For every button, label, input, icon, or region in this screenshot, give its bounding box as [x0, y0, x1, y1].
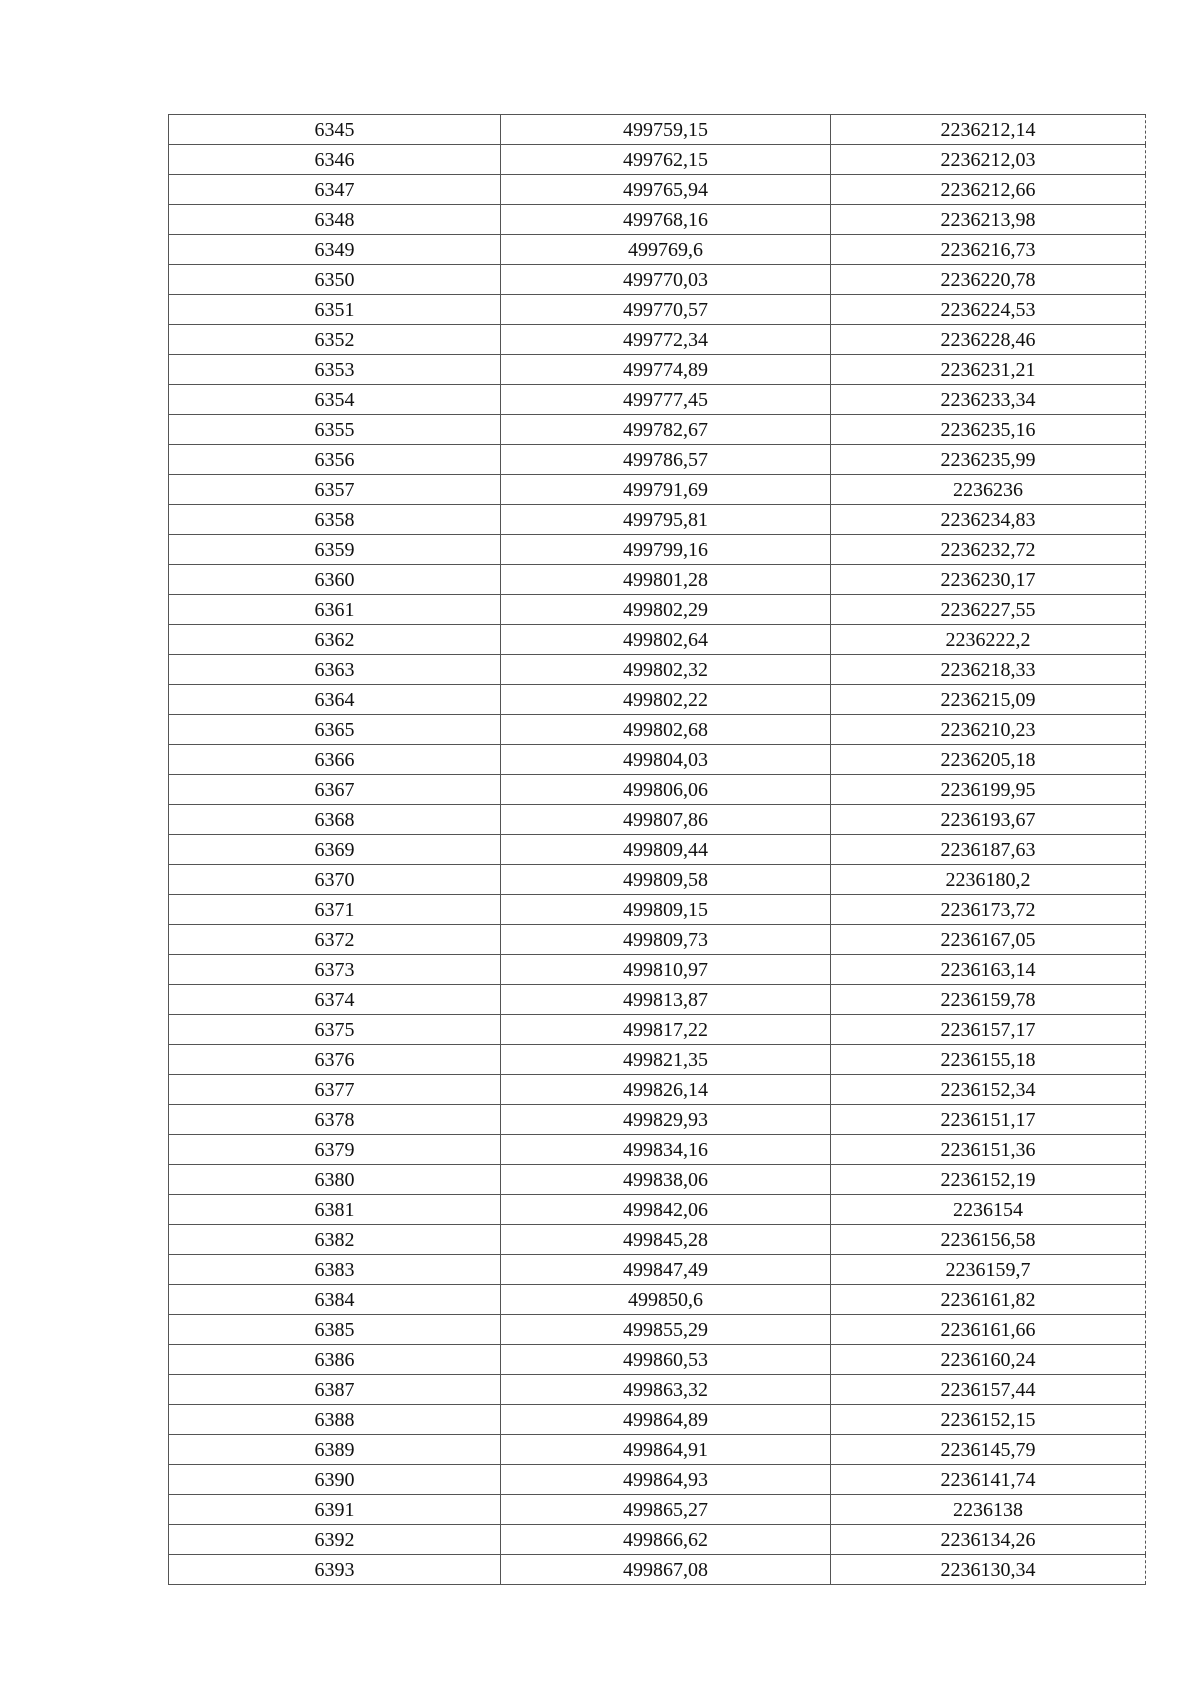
x-coordinate-cell: 499782,67 [501, 415, 831, 445]
point-number-cell: 6391 [169, 1495, 501, 1525]
point-number-cell: 6345 [169, 115, 501, 145]
point-number-cell: 6366 [169, 745, 501, 775]
table-row [169, 1525, 1146, 1555]
y-coordinate-cell: 2236161,66 [831, 1315, 1146, 1345]
point-number-cell: 6371 [169, 895, 501, 925]
y-coordinate-cell: 2236234,83 [831, 505, 1146, 535]
table-row [169, 145, 1146, 175]
point-number-cell: 6369 [169, 835, 501, 865]
table-row [169, 895, 1146, 925]
table-row [169, 1435, 1146, 1465]
table-row [169, 175, 1146, 205]
x-coordinate-cell: 499802,22 [501, 685, 831, 715]
table-row [169, 445, 1146, 475]
table-row [169, 1465, 1146, 1495]
table-row [169, 595, 1146, 625]
y-coordinate-cell: 2236228,46 [831, 325, 1146, 355]
y-coordinate-cell: 2236212,66 [831, 175, 1146, 205]
y-coordinate-cell: 2236199,95 [831, 775, 1146, 805]
y-coordinate-cell: 2236213,98 [831, 205, 1146, 235]
table-row [169, 1285, 1146, 1315]
point-number-cell: 6389 [169, 1435, 501, 1465]
coordinates-table-body [169, 115, 1146, 1585]
table-row [169, 835, 1146, 865]
y-coordinate-cell: 2236222,2 [831, 625, 1146, 655]
x-coordinate-cell: 499762,15 [501, 145, 831, 175]
y-coordinate-cell: 2236235,16 [831, 415, 1146, 445]
y-coordinate-cell: 2236151,36 [831, 1135, 1146, 1165]
point-number-cell: 6353 [169, 355, 501, 385]
y-coordinate-cell: 2236159,7 [831, 1255, 1146, 1285]
x-coordinate-cell: 499838,06 [501, 1165, 831, 1195]
point-number-cell: 6363 [169, 655, 501, 685]
y-coordinate-cell: 2236141,74 [831, 1465, 1146, 1495]
table-row [169, 205, 1146, 235]
y-coordinate-cell: 2236157,44 [831, 1375, 1146, 1405]
y-coordinate-cell: 2236130,34 [831, 1555, 1146, 1585]
table-row [169, 1165, 1146, 1195]
point-number-cell: 6352 [169, 325, 501, 355]
x-coordinate-cell: 499802,32 [501, 655, 831, 685]
x-coordinate-cell: 499802,29 [501, 595, 831, 625]
x-coordinate-cell: 499866,62 [501, 1525, 831, 1555]
point-number-cell: 6382 [169, 1225, 501, 1255]
table-row [169, 775, 1146, 805]
point-number-cell: 6354 [169, 385, 501, 415]
point-number-cell: 6383 [169, 1255, 501, 1285]
y-coordinate-cell: 2236145,79 [831, 1435, 1146, 1465]
table-row [169, 1075, 1146, 1105]
point-number-cell: 6361 [169, 595, 501, 625]
point-number-cell: 6387 [169, 1375, 501, 1405]
table-row [169, 355, 1146, 385]
table-row [169, 625, 1146, 655]
point-number-cell: 6367 [169, 775, 501, 805]
y-coordinate-cell: 2236161,82 [831, 1285, 1146, 1315]
y-coordinate-cell: 2236224,53 [831, 295, 1146, 325]
x-coordinate-cell: 499821,35 [501, 1045, 831, 1075]
y-coordinate-cell: 2236236 [831, 475, 1146, 505]
x-coordinate-cell: 499809,15 [501, 895, 831, 925]
y-coordinate-cell: 2236216,73 [831, 235, 1146, 265]
table-row [169, 565, 1146, 595]
x-coordinate-cell: 499826,14 [501, 1075, 831, 1105]
y-coordinate-cell: 2236205,18 [831, 745, 1146, 775]
point-number-cell: 6379 [169, 1135, 501, 1165]
y-coordinate-cell: 2236134,26 [831, 1525, 1146, 1555]
y-coordinate-cell: 2236193,67 [831, 805, 1146, 835]
y-coordinate-cell: 2236156,58 [831, 1225, 1146, 1255]
table-row [169, 295, 1146, 325]
y-coordinate-cell: 2236173,72 [831, 895, 1146, 925]
y-coordinate-cell: 2236152,34 [831, 1075, 1146, 1105]
point-number-cell: 6368 [169, 805, 501, 835]
x-coordinate-cell: 499777,45 [501, 385, 831, 415]
y-coordinate-cell: 2236233,34 [831, 385, 1146, 415]
x-coordinate-cell: 499863,32 [501, 1375, 831, 1405]
y-coordinate-cell: 2236167,05 [831, 925, 1146, 955]
table-row [169, 1375, 1146, 1405]
point-number-cell: 6375 [169, 1015, 501, 1045]
y-coordinate-cell: 2236232,72 [831, 535, 1146, 565]
point-number-cell: 6380 [169, 1165, 501, 1195]
x-coordinate-cell: 499850,6 [501, 1285, 831, 1315]
x-coordinate-cell: 499860,53 [501, 1345, 831, 1375]
y-coordinate-cell: 2236227,55 [831, 595, 1146, 625]
table-row [169, 1045, 1146, 1075]
x-coordinate-cell: 499786,57 [501, 445, 831, 475]
table-row [169, 1105, 1146, 1135]
table-row [169, 115, 1146, 145]
x-coordinate-cell: 499809,44 [501, 835, 831, 865]
table-row [169, 1015, 1146, 1045]
table-row [169, 1195, 1146, 1225]
table-row [169, 865, 1146, 895]
x-coordinate-cell: 499809,73 [501, 925, 831, 955]
point-number-cell: 6381 [169, 1195, 501, 1225]
x-coordinate-cell: 499802,68 [501, 715, 831, 745]
x-coordinate-cell: 499772,34 [501, 325, 831, 355]
y-coordinate-cell: 2236152,15 [831, 1405, 1146, 1435]
x-coordinate-cell: 499855,29 [501, 1315, 831, 1345]
table-row [169, 325, 1146, 355]
x-coordinate-cell: 499829,93 [501, 1105, 831, 1135]
y-coordinate-cell: 2236187,63 [831, 835, 1146, 865]
point-number-cell: 6393 [169, 1555, 501, 1585]
y-coordinate-cell: 2236138 [831, 1495, 1146, 1525]
y-coordinate-cell: 2236159,78 [831, 985, 1146, 1015]
table-row [169, 1135, 1146, 1165]
x-coordinate-cell: 499799,16 [501, 535, 831, 565]
point-number-cell: 6362 [169, 625, 501, 655]
coordinates-table [168, 114, 1146, 1585]
point-number-cell: 6357 [169, 475, 501, 505]
x-coordinate-cell: 499770,03 [501, 265, 831, 295]
point-number-cell: 6351 [169, 295, 501, 325]
x-coordinate-cell: 499770,57 [501, 295, 831, 325]
x-coordinate-cell: 499801,28 [501, 565, 831, 595]
x-coordinate-cell: 499867,08 [501, 1555, 831, 1585]
y-coordinate-cell: 2236180,2 [831, 865, 1146, 895]
table-row [169, 385, 1146, 415]
x-coordinate-cell: 499809,58 [501, 865, 831, 895]
point-number-cell: 6347 [169, 175, 501, 205]
y-coordinate-cell: 2236235,99 [831, 445, 1146, 475]
point-number-cell: 6374 [169, 985, 501, 1015]
y-coordinate-cell: 2236230,17 [831, 565, 1146, 595]
table-row [169, 235, 1146, 265]
x-coordinate-cell: 499795,81 [501, 505, 831, 535]
x-coordinate-cell: 499807,86 [501, 805, 831, 835]
x-coordinate-cell: 499864,93 [501, 1465, 831, 1495]
x-coordinate-cell: 499810,97 [501, 955, 831, 985]
point-number-cell: 6358 [169, 505, 501, 535]
y-coordinate-cell: 2236220,78 [831, 265, 1146, 295]
x-coordinate-cell: 499806,06 [501, 775, 831, 805]
table-row [169, 1255, 1146, 1285]
y-coordinate-cell: 2236157,17 [831, 1015, 1146, 1045]
y-coordinate-cell: 2236210,23 [831, 715, 1146, 745]
point-number-cell: 6359 [169, 535, 501, 565]
point-number-cell: 6385 [169, 1315, 501, 1345]
x-coordinate-cell: 499813,87 [501, 985, 831, 1015]
point-number-cell: 6356 [169, 445, 501, 475]
point-number-cell: 6392 [169, 1525, 501, 1555]
y-coordinate-cell: 2236231,21 [831, 355, 1146, 385]
point-number-cell: 6360 [169, 565, 501, 595]
point-number-cell: 6390 [169, 1465, 501, 1495]
table-row [169, 505, 1146, 535]
point-number-cell: 6377 [169, 1075, 501, 1105]
x-coordinate-cell: 499759,15 [501, 115, 831, 145]
point-number-cell: 6372 [169, 925, 501, 955]
x-coordinate-cell: 499817,22 [501, 1015, 831, 1045]
x-coordinate-cell: 499774,89 [501, 355, 831, 385]
y-coordinate-cell: 2236215,09 [831, 685, 1146, 715]
y-coordinate-cell: 2236163,14 [831, 955, 1146, 985]
x-coordinate-cell: 499802,64 [501, 625, 831, 655]
x-coordinate-cell: 499847,49 [501, 1255, 831, 1285]
x-coordinate-cell: 499768,16 [501, 205, 831, 235]
table-row [169, 265, 1146, 295]
point-number-cell: 6388 [169, 1405, 501, 1435]
y-coordinate-cell: 2236218,33 [831, 655, 1146, 685]
point-number-cell: 6346 [169, 145, 501, 175]
x-coordinate-cell: 499865,27 [501, 1495, 831, 1525]
x-coordinate-cell: 499842,06 [501, 1195, 831, 1225]
point-number-cell: 6350 [169, 265, 501, 295]
table-row [169, 655, 1146, 685]
x-coordinate-cell: 499791,69 [501, 475, 831, 505]
table-row [169, 715, 1146, 745]
y-coordinate-cell: 2236154 [831, 1195, 1146, 1225]
point-number-cell: 6355 [169, 415, 501, 445]
point-number-cell: 6364 [169, 685, 501, 715]
x-coordinate-cell: 499804,03 [501, 745, 831, 775]
point-number-cell: 6349 [169, 235, 501, 265]
table-row [169, 415, 1146, 445]
table-row [169, 925, 1146, 955]
x-coordinate-cell: 499864,91 [501, 1435, 831, 1465]
table-row [169, 955, 1146, 985]
table-row [169, 985, 1146, 1015]
x-coordinate-cell: 499769,6 [501, 235, 831, 265]
y-coordinate-cell: 2236212,14 [831, 115, 1146, 145]
table-row [169, 745, 1146, 775]
x-coordinate-cell: 499765,94 [501, 175, 831, 205]
table-row [169, 805, 1146, 835]
table-row [169, 1225, 1146, 1255]
y-coordinate-cell: 2236151,17 [831, 1105, 1146, 1135]
y-coordinate-cell: 2236212,03 [831, 145, 1146, 175]
y-coordinate-cell: 2236160,24 [831, 1345, 1146, 1375]
table-row [169, 1345, 1146, 1375]
x-coordinate-cell: 499864,89 [501, 1405, 831, 1435]
point-number-cell: 6365 [169, 715, 501, 745]
point-number-cell: 6378 [169, 1105, 501, 1135]
y-coordinate-cell: 2236152,19 [831, 1165, 1146, 1195]
table-row [169, 535, 1146, 565]
x-coordinate-cell: 499834,16 [501, 1135, 831, 1165]
point-number-cell: 6370 [169, 865, 501, 895]
table-row [169, 685, 1146, 715]
table-row [169, 475, 1146, 505]
x-coordinate-cell: 499845,28 [501, 1225, 831, 1255]
y-coordinate-cell: 2236155,18 [831, 1045, 1146, 1075]
table-row [169, 1315, 1146, 1345]
table-row [169, 1495, 1146, 1525]
point-number-cell: 6384 [169, 1285, 501, 1315]
point-number-cell: 6376 [169, 1045, 501, 1075]
table-row [169, 1555, 1146, 1585]
point-number-cell: 6373 [169, 955, 501, 985]
table-row [169, 1405, 1146, 1435]
point-number-cell: 6386 [169, 1345, 501, 1375]
point-number-cell: 6348 [169, 205, 501, 235]
